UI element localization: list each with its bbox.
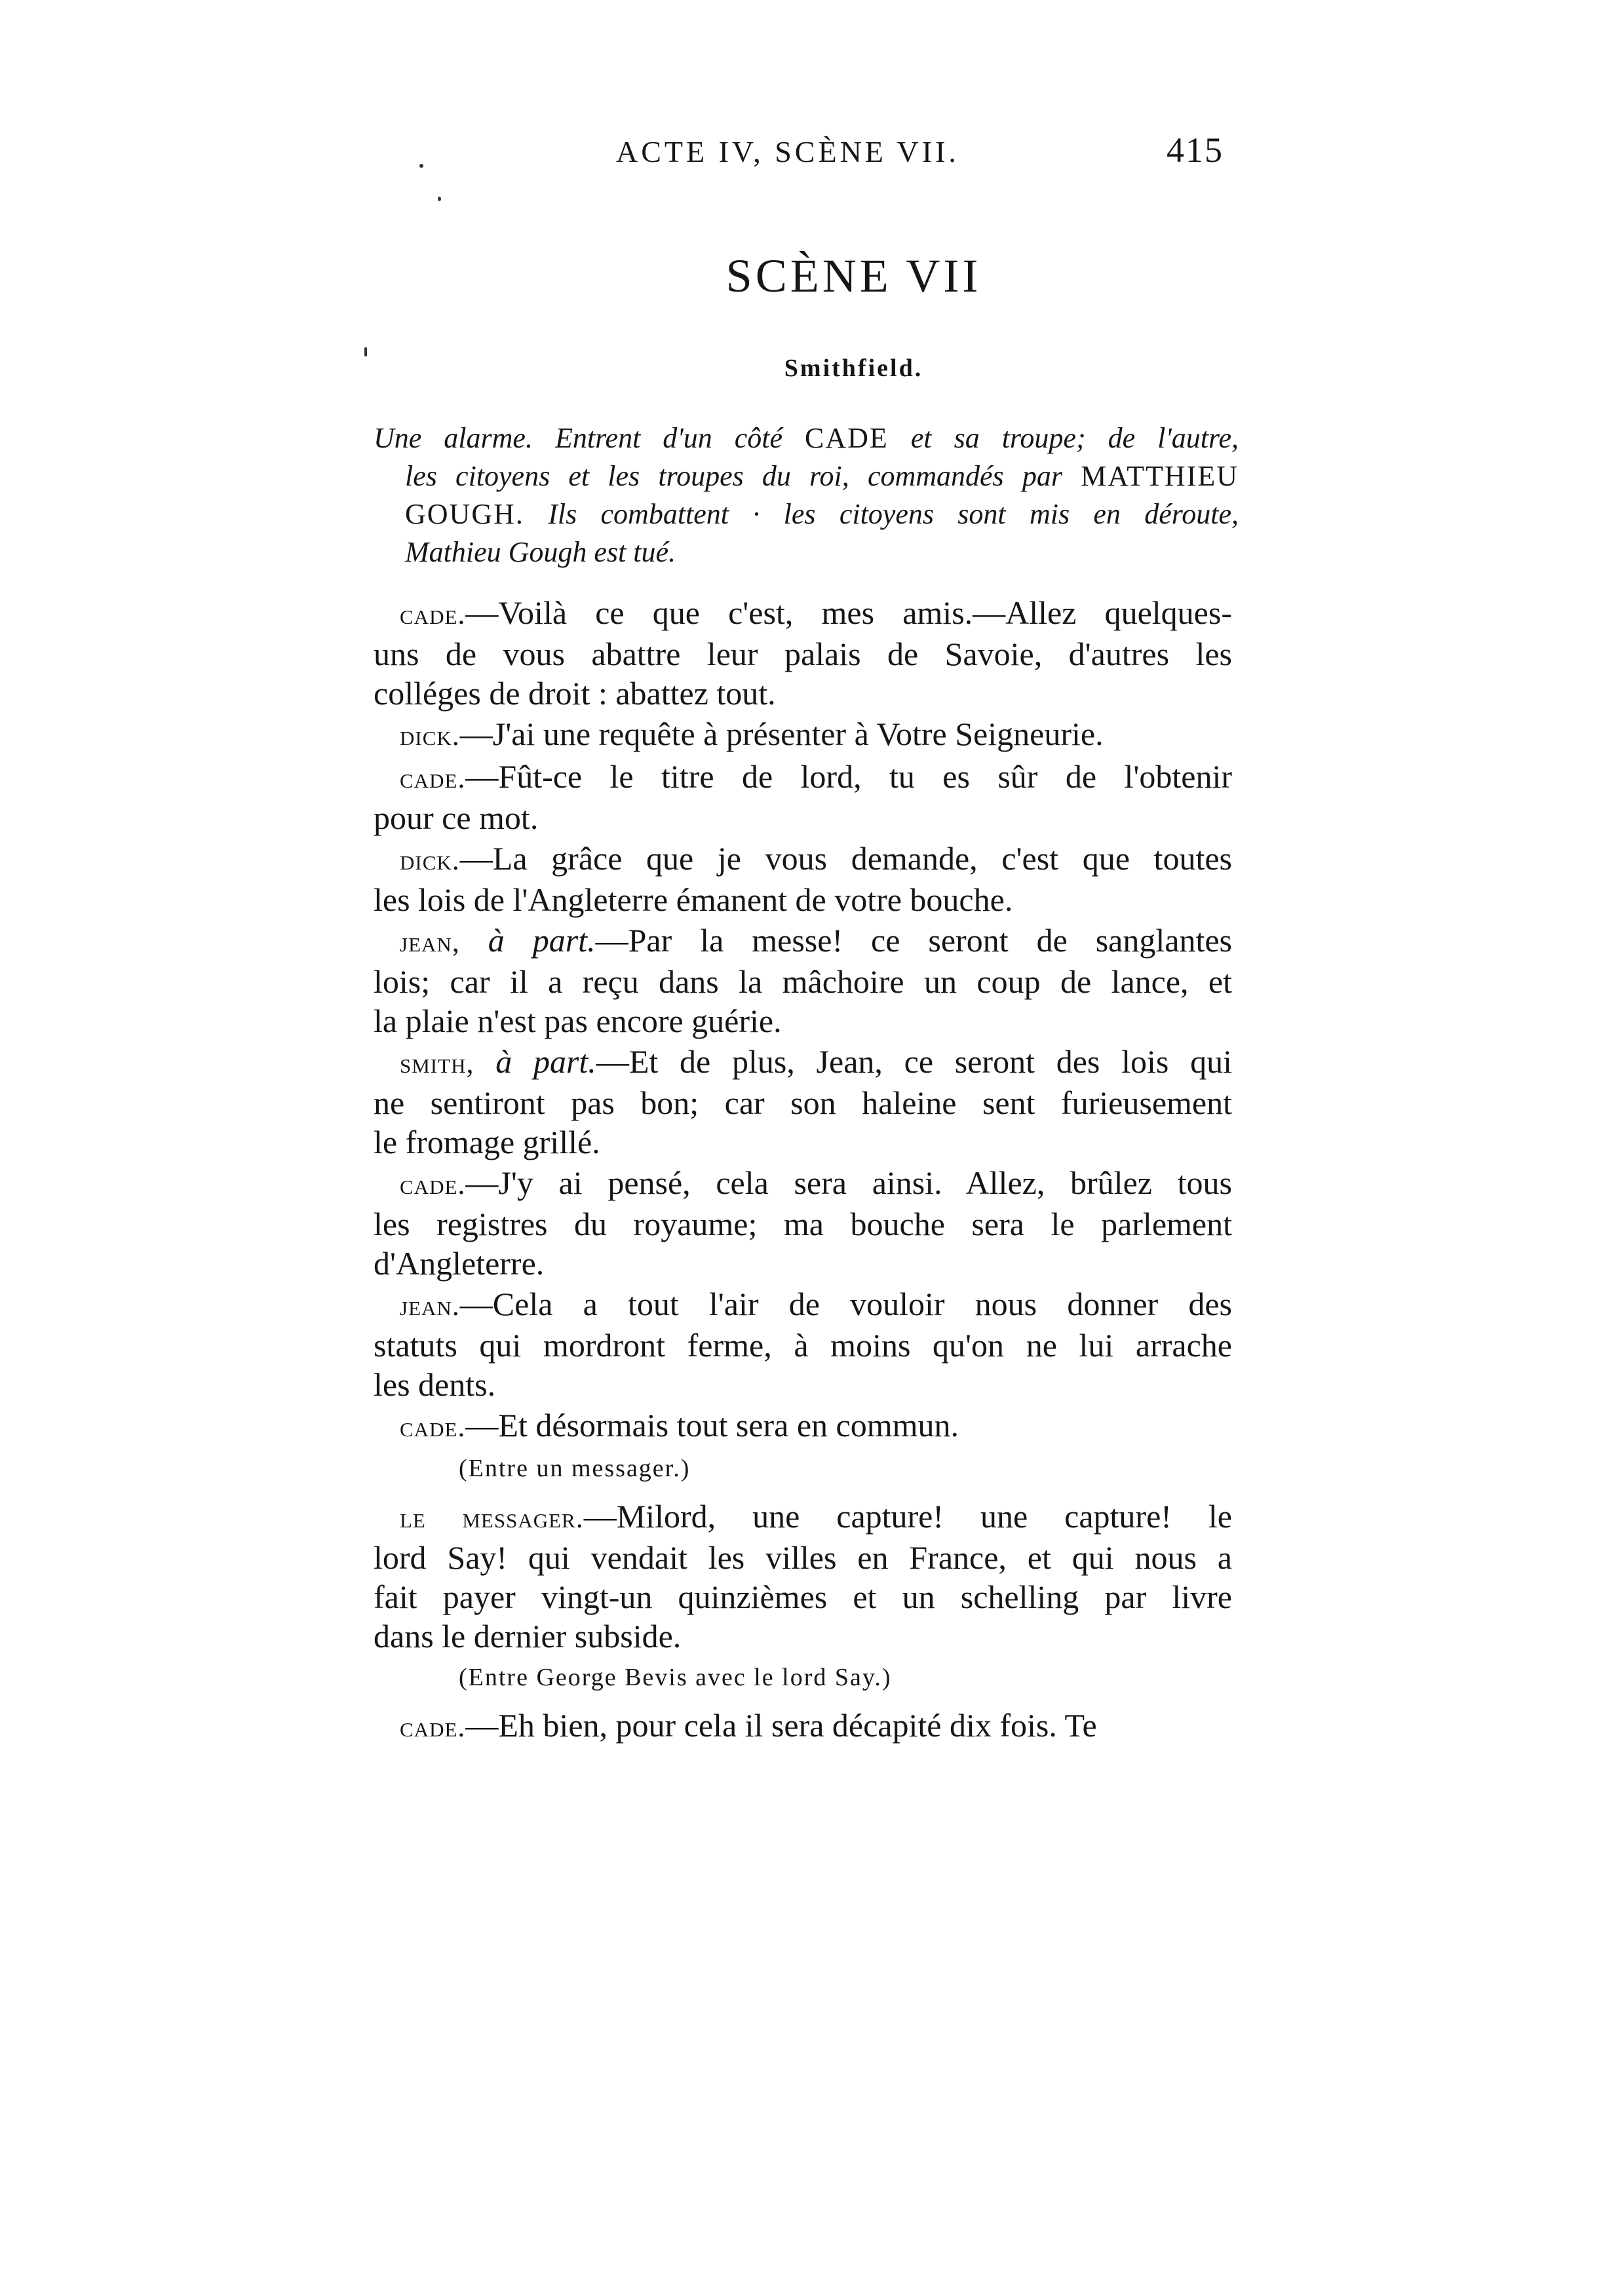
speaker-name: cade. (400, 1711, 466, 1743)
speech-text: Voilà ce que c'est, mes amis.—Allez quelques- (498, 594, 1232, 631)
speech-text: Eh bien, pour cela il sera décapité dix fois. Te (498, 1707, 1097, 1744)
speech: jean, à part.—Par la messe! ce seront de sanglantes lois; car il a reçu dans la mâchoire un coup de lance, et la plaie n'est pas encore guérie. (374, 922, 1233, 1039)
speech: dick.—J'ai une requête à présenter à Votre Seigneurie. (400, 716, 1104, 752)
dialogue (374, 593, 1232, 1748)
speaker-name: cade. (400, 762, 466, 794)
speech: dick.—La grâce que je vous demande, c'est que toutes les lois de l'Angleterre émanent de votre bouche. (374, 840, 1232, 918)
speech-text: colléges de droit : abattez tout. (374, 675, 776, 712)
print-speck (419, 164, 423, 168)
speaker-name: dick. (400, 844, 460, 876)
speech-text: La grâce que je vous demande, c'est que toutes (492, 840, 1232, 877)
speech-text: lois; car il a reçu dans la mâchoire un coup de lance, et (374, 963, 1232, 1000)
speech: cade.—Et désormais tout sera en commun. (400, 1407, 959, 1444)
speech-text: Fût-ce le titre de lord, tu es sûr de l'obtenir (498, 758, 1232, 795)
speaker-name: smith, (400, 1047, 474, 1079)
speech-text: les registres du royaume; ma bouche sera le parlement (374, 1206, 1232, 1242)
speaker-name: cade. (400, 1168, 466, 1200)
speech-text: Par la messe! ce seront de sanglantes (628, 922, 1233, 959)
speech-text: pour ce mot. (374, 799, 539, 836)
speech: cade.—Fût-ce le titre de lord, tu es sûr de l'obtenir pour ce mot. (374, 758, 1232, 836)
running-title: ACTE IV, SCÈNE VII. (616, 135, 959, 168)
speech-text: d'Angleterre. (374, 1245, 545, 1282)
scene-location: Smithfield. (784, 354, 923, 382)
speech-text: ne sentiront pas bon; car son haleine sent furieusement (374, 1084, 1232, 1121)
character-name: GOUGH. (405, 498, 524, 530)
speaker-name: jean. (400, 1290, 460, 1322)
speech-text: dans le dernier subside. (374, 1618, 682, 1655)
speech-text: J'ai une requête à présenter à Votre Seigneurie. (492, 716, 1104, 752)
page-number: 415 (1167, 130, 1224, 170)
speech-text: la plaie n'est pas encore guérie. (374, 1003, 782, 1039)
stage-direction-line: GOUGH. Ils combattent · les citoyens sont mis en déroute, (405, 498, 1239, 530)
stage-direction-line: Une alarme. Entrent d'un côté CADE et sa troupe; de l'autre, (374, 422, 1239, 454)
speech-text: Milord, une capture! une capture! le (616, 1498, 1232, 1535)
speaker-name: jean, (400, 926, 460, 958)
speech-text: le fromage grillé. (374, 1124, 600, 1160)
speech: le messager.—Milord, une capture! une capture! le lord Say! qui vendait les villes en France, et qui nous a fait payer vingt-un quinzièmes et un schelling par livre dans le dernier subside. (374, 1498, 1232, 1655)
speaker-name: cade. (400, 598, 466, 630)
speech-text: statuts qui mordront ferme, à moins qu'on ne lui arrache (374, 1327, 1232, 1364)
speaker-name: cade. (400, 1411, 466, 1443)
speech: cade.—J'y ai pensé, cela sera ainsi. Allez, brûlez tous les registres du royaume; ma bouche sera le parlement d'Angleterre. (374, 1164, 1232, 1282)
print-speck (438, 197, 441, 201)
speech-text: Et de plus, Jean, ce seront des lois qui (628, 1043, 1232, 1080)
speaker-name: le messager. (400, 1502, 584, 1534)
speech: jean.—Cela a tout l'air de vouloir nous donner des statuts qui mordront ferme, à moins qu'on ne lui arrache les dents. (374, 1286, 1232, 1403)
character-name: MATTHIEU (1081, 460, 1239, 492)
speech-text: lord Say! qui vendait les villes en France, et qui nous a (374, 1539, 1232, 1576)
stage-aside: à part. (495, 1043, 596, 1080)
speaker-name: dick. (400, 719, 460, 752)
speech: cade.—Eh bien, pour cela il sera décapité dix fois. Te (400, 1707, 1097, 1744)
stage-direction-line: les citoyens et les troupes du roi, commandés par MATTHIEU (405, 460, 1239, 492)
speech-text: Et désormais tout sera en commun. (498, 1407, 959, 1444)
speech: cade.—Voilà ce que c'est, mes amis.—Allez quelques- uns de vous abattre leur palais de Savoie, d'autres les colléges de droit : abattez tout. (374, 594, 1232, 712)
speech-text: les lois de l'Angleterre émanent de votre bouche. (374, 881, 1013, 918)
speech: smith, à part.—Et de plus, Jean, ce seront des lois qui ne sentiront pas bon; car son haleine sent furieusement le fromage grillé. (374, 1043, 1232, 1160)
stage-aside: à part. (488, 922, 596, 959)
speech-text: fait payer vingt-un quinzièmes et un schelling par livre (374, 1578, 1232, 1615)
speech-text: J'y ai pensé, cela sera ainsi. Allez, brûlez tous (498, 1164, 1232, 1201)
speech-text: les dents. (374, 1366, 496, 1403)
scene-title: SCÈNE VII (725, 250, 982, 302)
speech-text: uns de vous abattre leur palais de Savoie, d'autres les (374, 636, 1232, 672)
entrance-direction: (Entre George Bevis avec le lord Say.) (459, 1664, 892, 1691)
character-name: CADE (805, 422, 889, 454)
entrance-direction: (Entre un messager.) (459, 1455, 691, 1482)
stage-direction-line: Mathieu Gough est tué. (405, 536, 676, 568)
speech-text: Cela a tout l'air de vouloir nous donner des (492, 1286, 1232, 1322)
stage-direction (374, 419, 1239, 571)
